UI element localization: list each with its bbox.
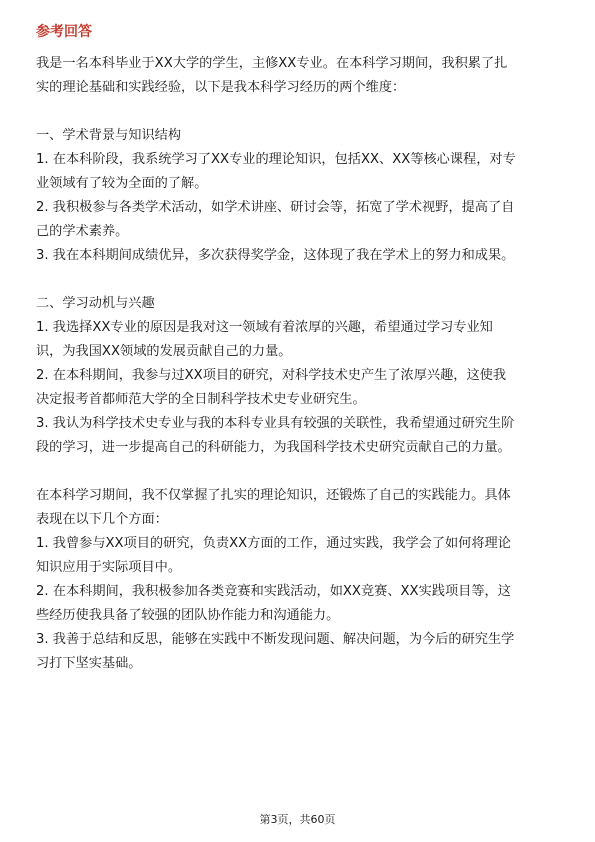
section-title-academic: 一、学术背景与知识结构: [36, 128, 182, 143]
paragraph-gap: [36, 268, 564, 292]
section-academic-items: [36, 148, 564, 268]
list-item: 己的学术素养。: [36, 224, 129, 239]
list-item: 3. 我认为科学技术史专业与我的本科专业具有较强的关联性，我希望通过研究生阶: [36, 416, 515, 431]
paragraph-gap: [36, 460, 564, 484]
list-item: 2. 在本科期间，我参与过XX项目的研究，对科学技术史产生了浓厚兴趣，这使我: [36, 368, 507, 383]
list-item: 段的学习，进一步提高自己的科研能力，为我国科学技术史研究贡献自己的力量。: [36, 440, 511, 455]
list-item: 业领域有了较为全面的了解。: [36, 176, 208, 191]
list-item: 1. 在本科阶段，我系统学习了XX专业的理论知识，包括XX、XX等核心课程，对专: [36, 152, 516, 167]
list-item: 3. 我善于总结和反思，能够在实践中不断发现问题、解决问题，为今后的研究生学: [36, 632, 515, 647]
intro-paragraph: [36, 52, 564, 100]
paragraph-gap: [36, 100, 564, 124]
practice-intro-line: 表现在以下几个方面：: [36, 512, 168, 527]
list-item: 些经历使我具备了较强的团队协作能力和沟通能力。: [36, 608, 340, 623]
list-item: 1. 我曾参与XX项目的研究，负责XX方面的工作，通过实践，我学会了如何将理论: [36, 536, 511, 551]
list-item: 2. 我积极参与各类学术活动，如学术讲座、研讨会等，拓宽了学术视野，提高了自: [36, 200, 515, 215]
intro-line: 我是一名本科毕业于XX大学的学生，主修XX专业。在本科学习期间，我积累了扎: [36, 56, 508, 71]
list-item: 3. 我在本科期间成绩优异，多次获得奖学金，这体现了我在学术上的努力和成果。: [36, 248, 515, 263]
list-item: 习打下坚实基础。: [36, 656, 142, 671]
page-number-footer: 第3页，共60页: [259, 813, 336, 826]
intro-line: 实的理论基础和实践经验，以下是我本科学习经历的两个维度：: [36, 80, 406, 95]
list-item: 识，为我国XX领域的发展贡献自己的力量。: [36, 344, 292, 359]
reference-answer-heading: 参考回答: [36, 24, 92, 40]
practice-intro-line: 在本科学习期间，我不仅掌握了扎实的理论知识，还锻炼了自己的实践能力。具体: [36, 488, 511, 503]
list-item: 决定报考首都师范大学的全日制科学技术史专业研究生。: [36, 392, 366, 407]
practice-intro-paragraph: [36, 484, 564, 676]
document-content: [36, 22, 564, 676]
section-title-motivation: 二、学习动机与兴趣: [36, 296, 155, 311]
list-item: 2. 在本科期间，我积极参加各类竞赛和实践活动，如XX竞赛、XX实践项目等，这: [36, 584, 511, 599]
list-item: 知识应用于实际项目中。: [36, 560, 182, 575]
list-item: 1. 我选择XX专业的原因是我对这一领域有着浓厚的兴趣，希望通过学习专业知: [36, 320, 493, 335]
section-motivation-items: [36, 316, 564, 460]
